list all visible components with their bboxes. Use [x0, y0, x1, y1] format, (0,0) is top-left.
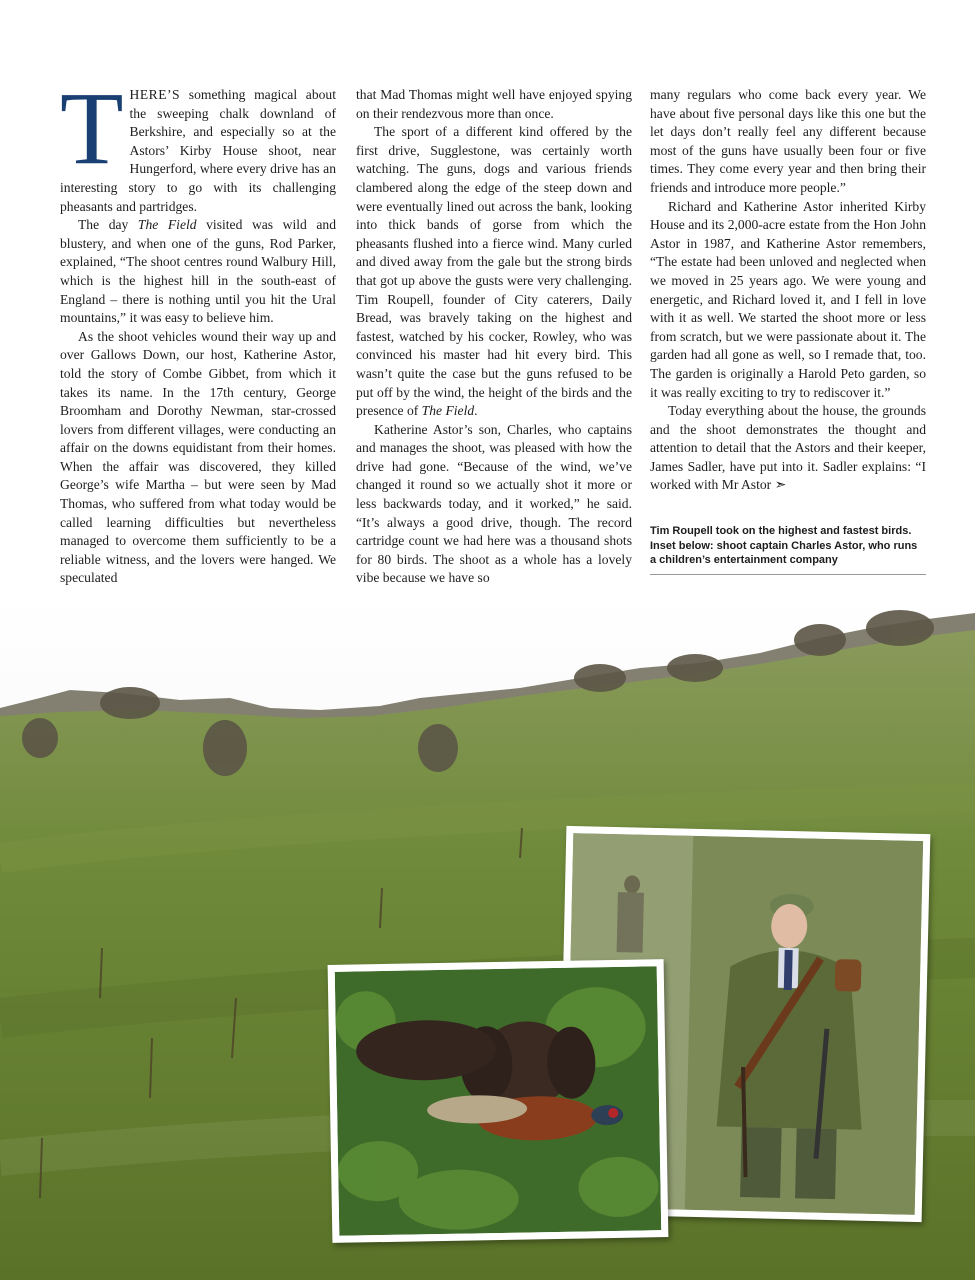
lead-in: HERE’S	[129, 87, 181, 102]
paragraph-text: visited was wild and blustery, and when one of the guns, Rod Parker, explained, “The shoot centres round Walbury Hill, which is the highest hill in the south-east of England – there is nothing until you hit the Ural mountains,” it was easy to believe him.	[60, 217, 337, 326]
article-column-2	[356, 86, 632, 588]
paragraph: Katherine Astor’s son, Charles, who captains and manages the shoot, was pleased with how the drive had gone. “Because of the wind, we’ve changed it round so we actually shot it more or less backwards today, and it worked,” he said. “It’s always a good drive, though. The record cartridge count we had here was a thousand shots for 80 birds. The shoot as a whole has a lovely vibe because we have so	[356, 421, 632, 586]
continue-arrow-icon: ➣	[774, 478, 787, 494]
paragraph-text: something magical about the sweeping chalk downland of Berkshire, and especially so at the Astors’ Kirby House shoot, near Hungerford, where every drive has an interesting story to go with its challenging pheasants and partridges.	[60, 87, 336, 214]
paragraph: Richard and Katherine Astor inherited Kirby House and its 2,000-acre estate from the Hon John Astor in 1987, and Katherine Astor remembers, “The estate had been unloved and neglected when we moved in 25 years ago. We were young and energetic, and Richard loved it, and I fell in love with it as well. We started the shoot more or less from scratch, but we were passionate about it. The garden had all gone as well, so I remade that, too. The garden is originally a Harold Peto garden, so it was really exciting to try to rediscover it.”	[650, 198, 926, 400]
article-column-1	[60, 71, 337, 588]
paragraph-text: The sport of a different kind offered by the first drive, Sugglestone, was certainly worth watching. The guns, dogs and various friends clambered along the edge of the steep down and were eventually lined out across the bank, looking into thick bands of gorse from which the pheasants flushed into a fierce wind. Many curled and dived away from the gale but the strong birds that got up above the gusts were very challenging. Tim Roupell, founder of City caterers, Daily Bread, was bravely taking on the highest and fastest, watched by his cocker, Rowley, who was convinced his master had hit every bird. This wasn’t quite the case but the guns refused to be put off by the wind, the height of the birds and the presence of	[356, 124, 632, 419]
paragraph-intro	[60, 71, 336, 216]
paragraph-text: Today everything about the house, the grounds and the shoot demonstrates the thought and attention to detail that the Astors and their keeper, James Sadler, have put into it. Sadler explains: “I worked with Mr Astor	[650, 403, 926, 493]
paragraph	[60, 216, 336, 328]
paragraph: As the shoot vehicles wound their way up and over Gallows Down, our host, Katherine Astor, told the story of Combe Gibbet, from which it takes its name. In the 17th century, George Broomham and Dorothy Newman, star-crossed lovers from different villages, were conducting an affair on the downs equidistant from their homes. When the affair was discovered, they killed George’s wife Martha – but were seen by Mad Thomas, who suffered from what today would be called learning difficulties but nevertheless managed to overcome them sufficiently to be a reliable witness, and the lovers were hanged. We speculated	[60, 328, 336, 586]
photo-caption: Tim Roupell took on the highest and fastest birds. Inset below: shoot captain Charles Astor, who runs a children’s entertainment company	[650, 524, 926, 575]
paragraph-text: .	[474, 403, 478, 419]
paragraph-text: The day	[78, 217, 138, 233]
inset-photo-dog-pheasant	[328, 959, 669, 1243]
paragraph: that Mad Thomas might well have enjoyed spying on their rendezvous more than once.	[356, 87, 632, 121]
paragraph: many regulars who come back every year. We have about five personal days like this one but the let days don’t really feel any different because most of the guns have usually been four or five times. They come every year and then bring their friends and introduce more people.”	[650, 87, 926, 195]
paragraph	[356, 123, 632, 421]
paragraph	[650, 402, 926, 496]
publication-name: The Field	[421, 403, 475, 419]
article-column-3	[650, 86, 926, 496]
drop-cap: T	[60, 71, 124, 186]
dog-photo-image	[335, 966, 662, 1236]
publication-name: The Field	[137, 217, 197, 233]
